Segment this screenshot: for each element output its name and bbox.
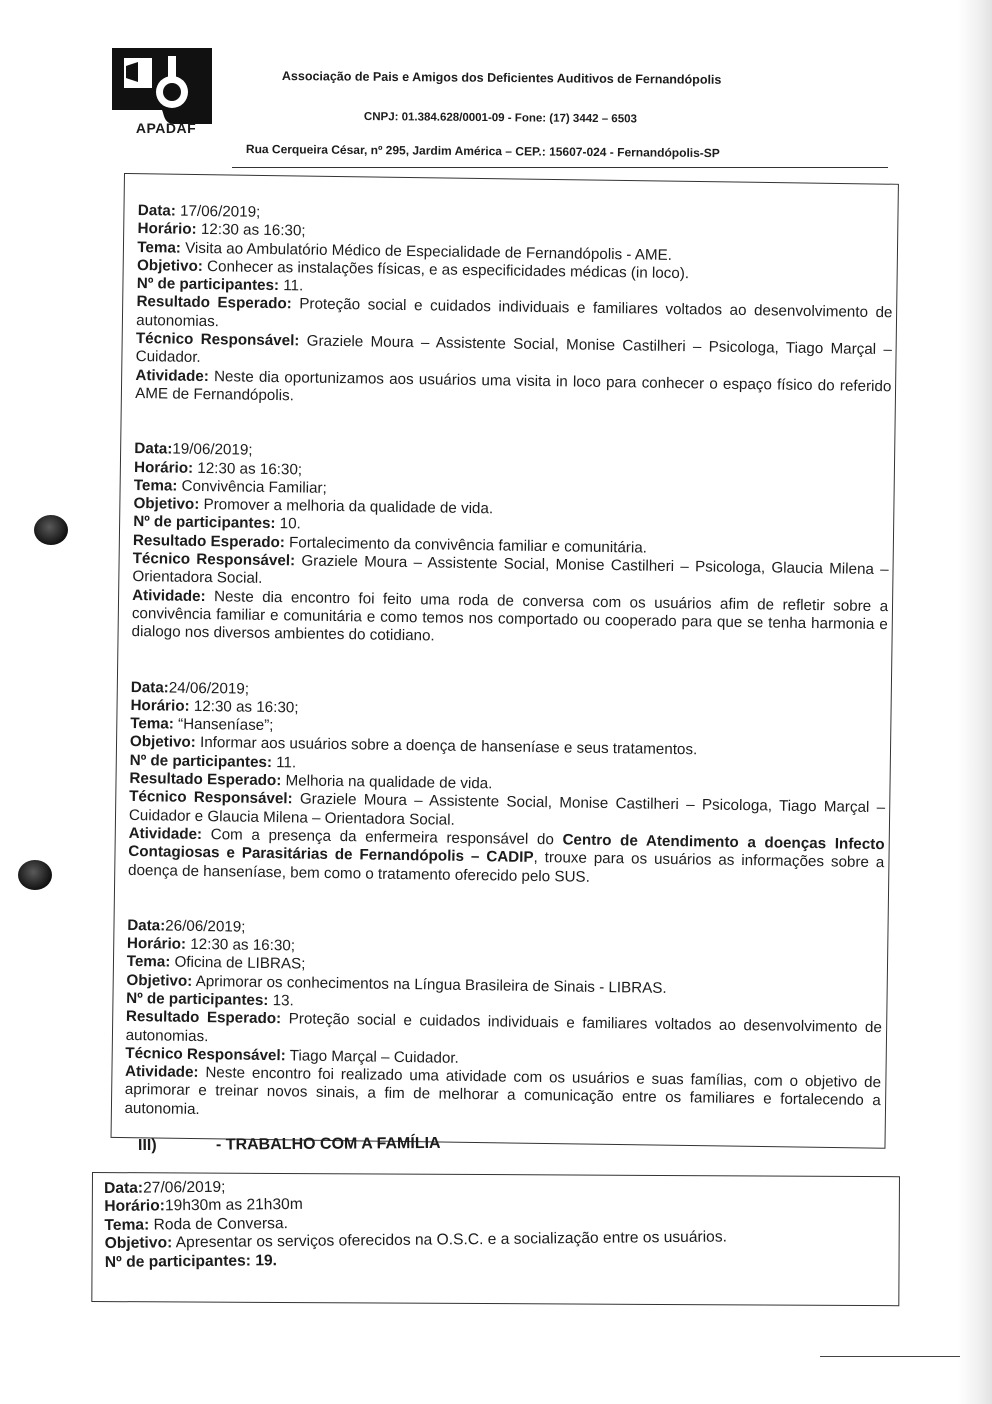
entry-expected-result: Resultado Esperado: Fortalecimento da convivência familiar e comunitária. — [132, 531, 648, 557]
activity-entry — [128, 678, 887, 890]
entry-participants: Nº de participantes: 19. — [104, 1251, 278, 1271]
entry-technician: Técnico Responsável: Graziele Moura – Assistente Social, Monise Castilheri – Psicologa, Glaucia Milena – Orientadora Social. — [132, 550, 889, 588]
entry-time: Horário:19h30m as 21h30m — [104, 1196, 303, 1216]
entry-objective: Objetivo: Conhecer as instalações físicas, e as especificidades médicas (in loco). — [136, 256, 690, 283]
cadip-name: Centro de Atendimento a doenças Infecto Contagiosas e Parasitárias de Fernandópolis – CADIP — [128, 831, 885, 867]
page-edge-shadow — [958, 0, 992, 1404]
entry-theme: Tema: Oficina de LIBRAS; — [126, 953, 306, 973]
entry-activity: Atividade: Neste encontro foi realizado uma atividade com os usuários e suas famílias, com o objetivo de aprimorar e treinar novos sinais, a fim de melhorar a comunicação entre os familiares e fortalecendo a autonomia. — [124, 1063, 882, 1118]
entry-technician: Técnico Responsável: Tiago Marçal – Cuidador. — [125, 1044, 459, 1067]
entry-time: Horário: 12:30 as 16:30; — [133, 458, 303, 479]
entry-activity: Atividade: Neste dia oportunizamos aos usuários uma visita in loco para conhecer o espaço físico do referido AME de Fernandópolis. — [135, 366, 892, 405]
entry-expected-result: Resultado Esperado: Proteção social e cuidados individuais e familiares voltados ao desenvolvimento de autonomias. — [136, 293, 893, 330]
entry-theme: Tema: “Hanseníase”; — [130, 715, 274, 735]
activity-entry — [131, 440, 890, 652]
punch-hole-bottom — [18, 860, 52, 890]
entry-objective: Objetivo: Informar aos usuários sobre a doença de hanseníase e seus tratamentos. — [129, 733, 698, 759]
organization-name: Associação de Pais e Amigos dos Deficientes Auditivos de Fernandópolis — [281, 69, 722, 87]
activities-list — [124, 202, 894, 1129]
entry-technician: Técnico Responsável: Graziele Moura – Assistente Social, Monise Castilheri – Psicologa, Tiago Marçal – Cuidador. — [135, 330, 893, 367]
entry-activity: Atividade: Com a presença da enfermeira responsável do Centro de Atendimento a doenças Infecto Contagiosas e Parasitárias de Fernandópolis – CADIP, trouxe para os usuários as informações sobre a doença de hanseníase, bem como o tratamento oferecido pelo SUS. — [127, 824, 885, 886]
activity-entry — [124, 917, 883, 1129]
entry-date: Data:27/06/2019; — [104, 1178, 226, 1197]
entry-participants: Nº de participantes: 11. — [129, 751, 297, 772]
entry-objective: Objetivo: Promover a melhoria da qualidade de vida. — [133, 495, 494, 518]
entry-theme: Tema: Convivência Familiar; — [133, 476, 327, 497]
entry-participants: Nº de participantes: 13. — [126, 989, 294, 1010]
activity-entry — [135, 202, 894, 414]
entry-time: Horário: 12:30 as 16:30; — [137, 220, 306, 240]
entry-date: Data:19/06/2019; — [134, 440, 253, 459]
entry-theme: Tema: Roda de Conversa. — [104, 1214, 289, 1234]
entry-expected-result: Resultado Esperado: Proteção social e cuidados individuais e familiares voltados ao desenvolvimento de autonomias. — [125, 1008, 882, 1045]
page-corner-line — [820, 1356, 960, 1357]
entry-objective: Objetivo: Aprimorar os conhecimentos na Língua Brasileira de Sinais - LIBRAS. — [126, 971, 667, 997]
entry-time: Horário: 12:30 as 16:30; — [130, 696, 299, 717]
organization-contact: CNPJ: 01.384.628/0001-09 - Fone: (17) 3442 – 6503 — [363, 111, 637, 126]
entry-expected-result: Resultado Esperado: Melhoria na qualidade de vida. — [129, 769, 493, 793]
entry-technician: Técnico Responsável: Graziele Moura – Assistente Social, Monise Castilheri – Psicologa, Tiago Marçal – Cuidador e Glaucia Milena – Orientadora Social. — [128, 788, 886, 829]
entry-date: Data:24/06/2019; — [130, 678, 250, 698]
logo-text: APADAF — [135, 120, 197, 136]
entry-date: Data:26/06/2019; — [127, 916, 246, 936]
header-divider — [232, 167, 888, 168]
organization-address: Rua Cerqueira César, nº 295, Jardim América – CEP.: 15607-024 - Fernandópolis-SP — [245, 142, 720, 161]
entry-objective: Objetivo: Apresentar os serviços oferecidos na O.S.C. e a socialização entre os usuários. — [104, 1228, 728, 1252]
section-title: - TRABALHO COM A FAMÍLIA — [215, 1134, 441, 1154]
entry-time: Horário: 12:30 as 16:30; — [126, 935, 296, 955]
punch-hole-top — [34, 515, 68, 545]
entry-theme: Tema: Visita ao Ambulatório Médico de Especialidade de Fernandópolis - AME. — [137, 238, 673, 264]
entry-activity: Atividade: Neste dia encontro foi feito uma roda de conversa com os usuários afim de refletir sobre a convivência familiar e comunitária e como temos nos comportado ou cooperado para que se tenha harmonia e dialogo nos diversos ambientes do cotidiano. — [131, 586, 889, 645]
family-work-entry — [104, 1172, 889, 1272]
entry-participants: Nº de participantes: 10. — [133, 513, 301, 533]
section-number: III) — [137, 1136, 157, 1155]
entry-date: Data: 17/06/2019; — [137, 202, 261, 221]
section-heading — [138, 1135, 441, 1155]
entry-participants: Nº de participantes: 11. — [136, 275, 304, 295]
